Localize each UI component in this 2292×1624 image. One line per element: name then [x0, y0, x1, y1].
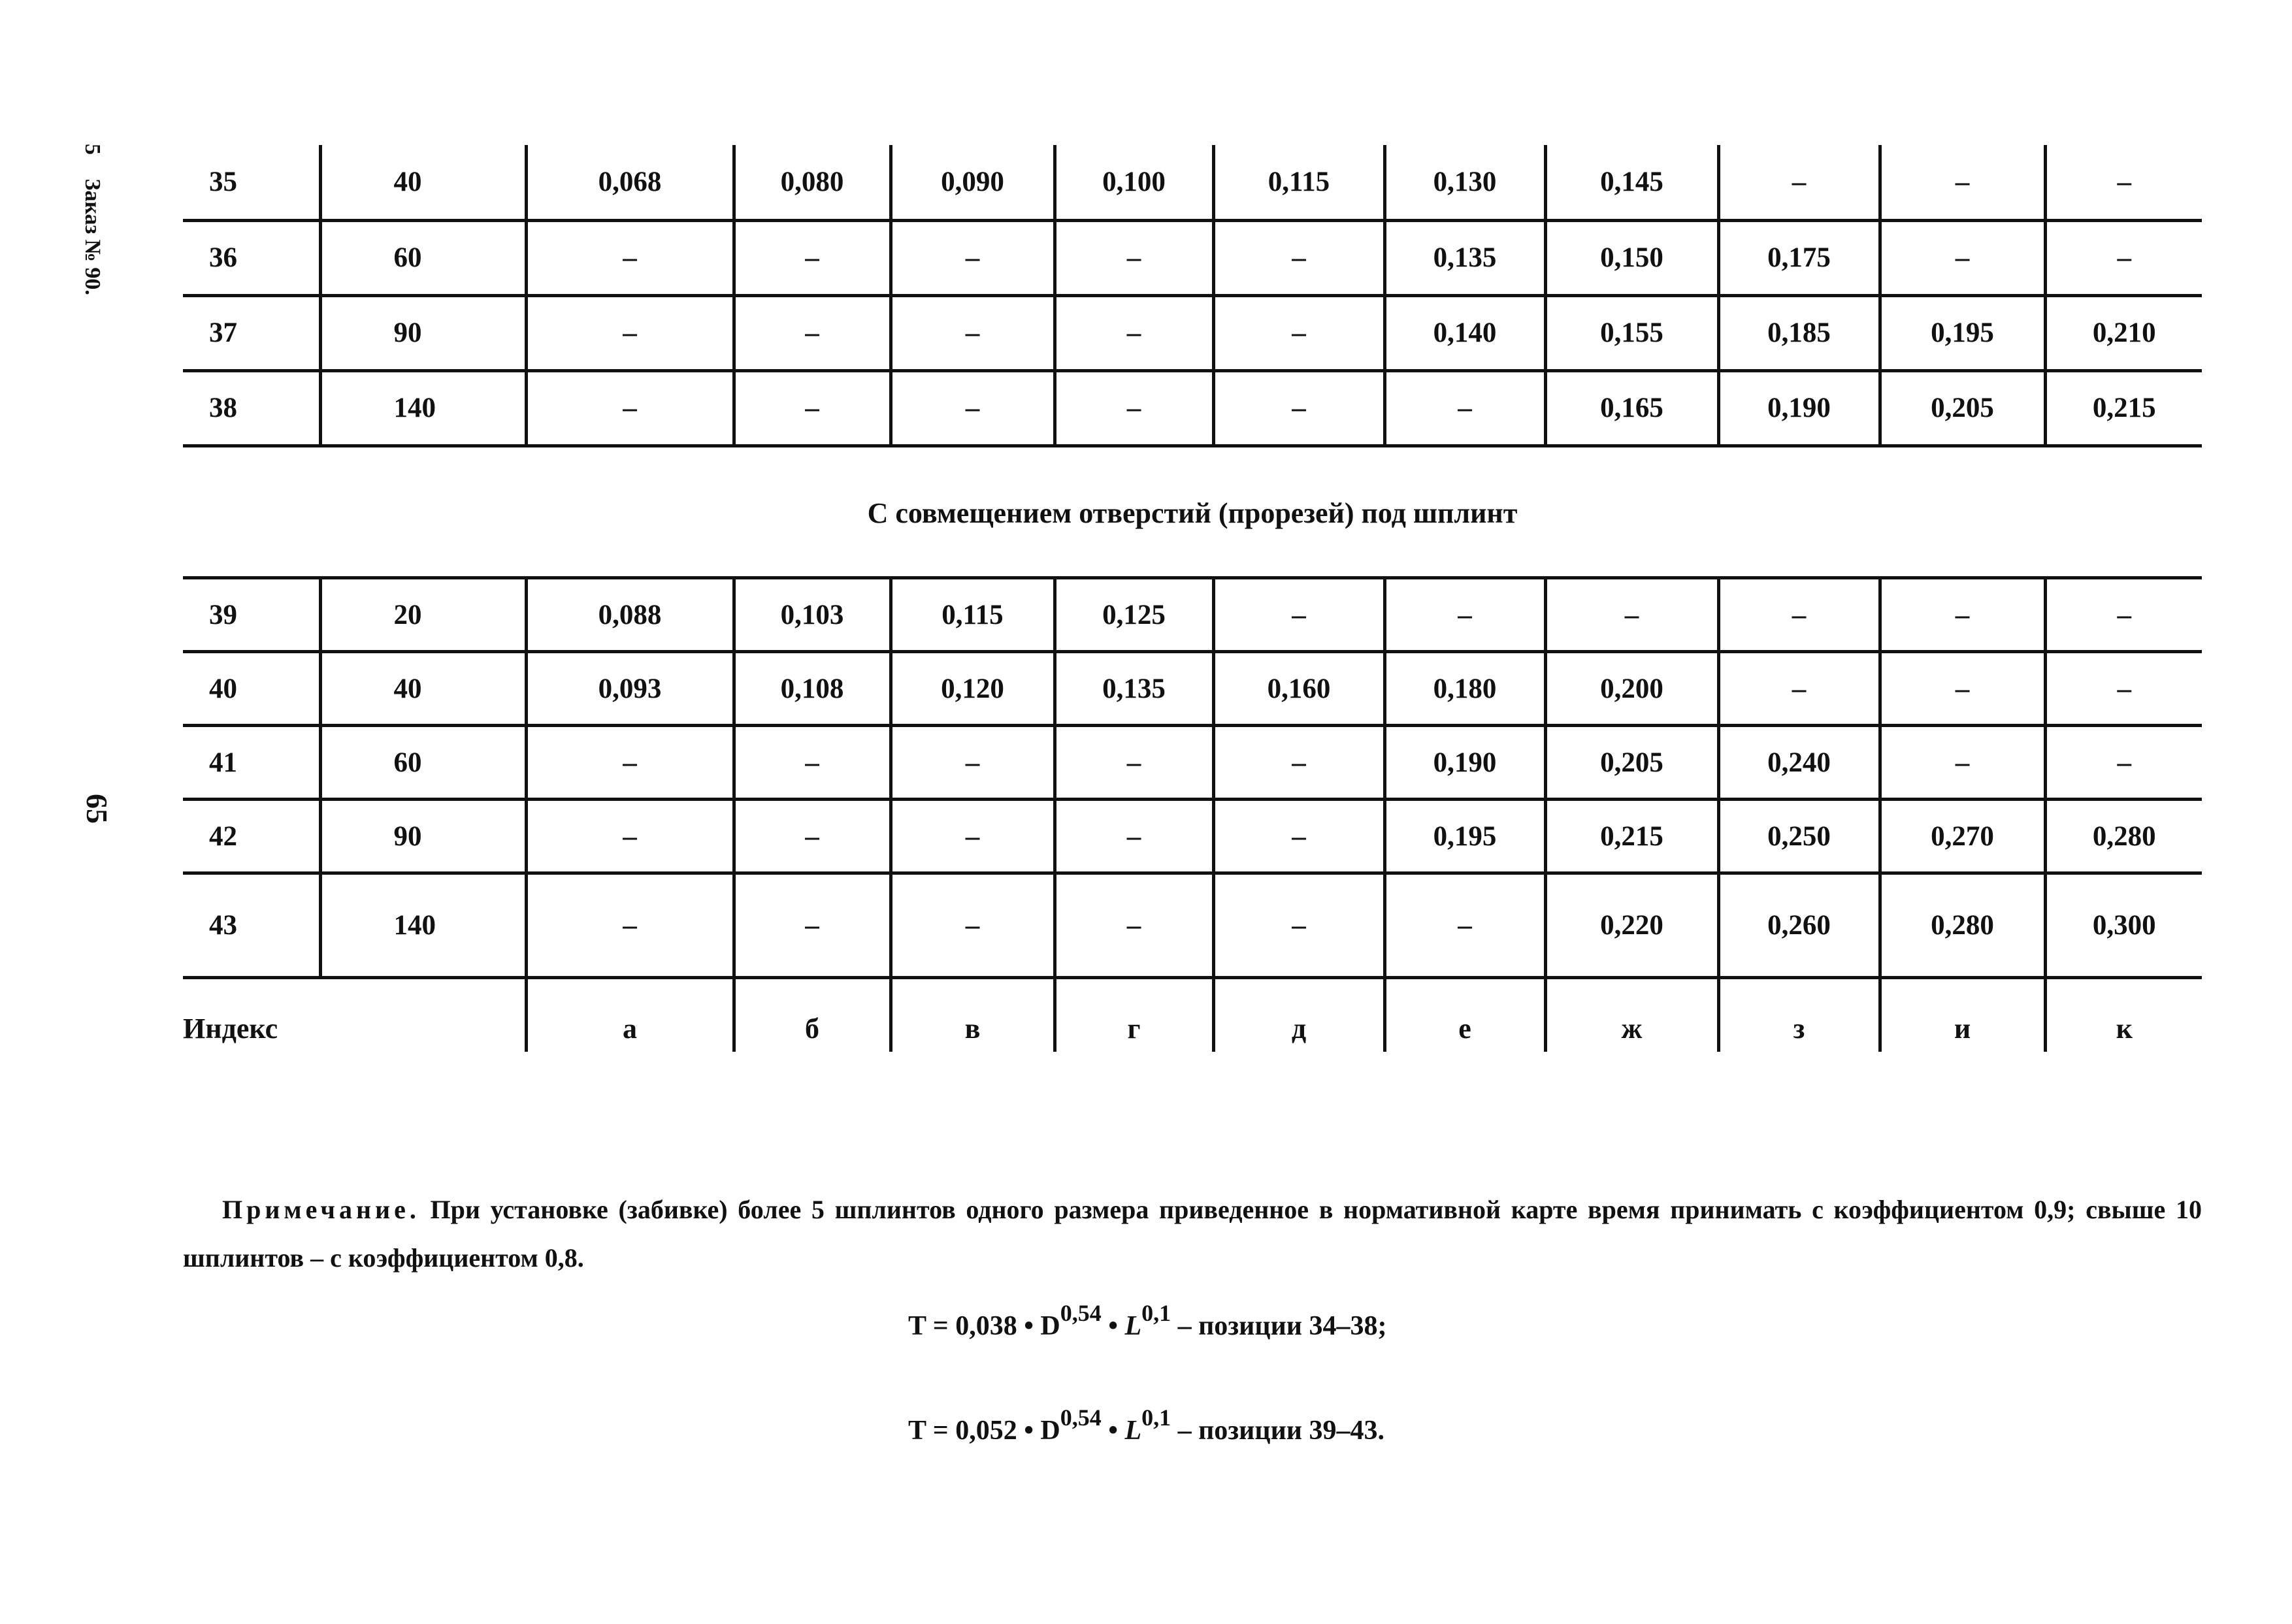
- value-cell: 0,215: [2045, 370, 2202, 446]
- value-cell: –: [2045, 145, 2202, 220]
- length-cell: 40: [320, 145, 526, 220]
- formula-dot: •: [1101, 1416, 1125, 1446]
- value-cell: 0,130: [1384, 145, 1545, 220]
- value-cell: 0,220: [1545, 873, 1718, 978]
- value-cell: 0,190: [1718, 370, 1880, 446]
- value-cell: 0,250: [1718, 800, 1880, 873]
- norm-table-bottom: [183, 576, 2202, 1052]
- table-row: [183, 145, 2202, 220]
- length-cell: 140: [320, 873, 526, 978]
- value-cell: –: [1213, 578, 1384, 652]
- formula-lhs: T = 0,052 • D: [908, 1416, 1060, 1446]
- value-cell: –: [1880, 652, 2045, 726]
- value-cell: 0,068: [526, 145, 734, 220]
- table-row: [183, 220, 2202, 295]
- value-cell: –: [734, 800, 891, 873]
- table-row: [183, 370, 2202, 446]
- value-cell: 0,200: [1545, 652, 1718, 726]
- value-cell: –: [1718, 145, 1880, 220]
- value-cell: –: [1055, 295, 1213, 370]
- value-cell: 0,145: [1545, 145, 1718, 220]
- formula-exp-d: 0,54: [1060, 1405, 1102, 1431]
- value-cell: 0,300: [2045, 873, 2202, 978]
- value-cell: 0,103: [734, 578, 891, 652]
- order-label: Заказ № 90.: [80, 178, 105, 295]
- value-cell: –: [1213, 295, 1384, 370]
- page-number: 65: [80, 794, 114, 824]
- value-cell: –: [734, 370, 891, 446]
- formula-exp-l: 0,1: [1141, 1405, 1171, 1431]
- formula-dot: •: [1101, 1311, 1125, 1341]
- note-lead: Примечание.: [222, 1195, 420, 1224]
- value-cell: 0,080: [734, 145, 891, 220]
- value-cell: –: [891, 726, 1055, 800]
- position-cell: 39: [183, 578, 320, 652]
- value-cell: 0,088: [526, 578, 734, 652]
- value-cell: –: [1718, 652, 1880, 726]
- value-cell: –: [1880, 726, 2045, 800]
- value-cell: –: [1718, 578, 1880, 652]
- index-letter: ж: [1545, 978, 1718, 1052]
- note-text: При установке (забивке) более 5 шплинтов одного размера приведенное в нормативной карте время принимать с коэффициентом 0,9; свыше 10 шплинтов – с коэффициентом 0,8.: [183, 1195, 2202, 1273]
- value-cell: –: [1384, 370, 1545, 446]
- value-cell: 0,120: [891, 652, 1055, 726]
- value-cell: 0,205: [1880, 370, 2045, 446]
- value-cell: –: [526, 370, 734, 446]
- value-cell: –: [734, 873, 891, 978]
- value-cell: –: [1055, 800, 1213, 873]
- value-cell: 0,180: [1384, 652, 1545, 726]
- value-cell: –: [891, 295, 1055, 370]
- formula-tail: – позиции 39–43.: [1171, 1416, 1384, 1446]
- position-cell: 35: [183, 145, 320, 220]
- value-cell: –: [1213, 800, 1384, 873]
- formula-lhs: T = 0,038 • D: [908, 1311, 1060, 1341]
- value-cell: –: [1880, 220, 2045, 295]
- formula-var: L: [1124, 1416, 1142, 1446]
- value-cell: –: [526, 726, 734, 800]
- value-cell: –: [2045, 726, 2202, 800]
- value-cell: 0,175: [1718, 220, 1880, 295]
- value-cell: 0,135: [1055, 652, 1213, 726]
- section-heading: С совмещением отверстий (прорезей) под шплинт: [867, 497, 1518, 529]
- table-row: [183, 800, 2202, 873]
- length-cell: 90: [320, 800, 526, 873]
- value-cell: 0,165: [1545, 370, 1718, 446]
- position-cell: 41: [183, 726, 320, 800]
- index-row: [183, 978, 2202, 1052]
- length-cell: 60: [320, 726, 526, 800]
- value-cell: 0,280: [2045, 800, 2202, 873]
- value-cell: –: [1545, 578, 1718, 652]
- length-cell: 60: [320, 220, 526, 295]
- value-cell: –: [1055, 370, 1213, 446]
- value-cell: 0,195: [1384, 800, 1545, 873]
- norm-table-bottom-body: [183, 578, 2202, 1052]
- value-cell: 0,205: [1545, 726, 1718, 800]
- index-letter: к: [2045, 978, 2202, 1052]
- index-letter: з: [1718, 978, 1880, 1052]
- value-cell: –: [526, 295, 734, 370]
- value-cell: –: [1213, 726, 1384, 800]
- value-cell: –: [1384, 873, 1545, 978]
- formula-exp-l: 0,1: [1141, 1300, 1171, 1326]
- value-cell: –: [734, 220, 891, 295]
- value-cell: –: [2045, 220, 2202, 295]
- value-cell: –: [1213, 220, 1384, 295]
- position-cell: 42: [183, 800, 320, 873]
- value-cell: 0,260: [1718, 873, 1880, 978]
- position-cell: 36: [183, 220, 320, 295]
- table-row: [183, 578, 2202, 652]
- value-cell: 0,115: [1213, 145, 1384, 220]
- value-cell: 0,135: [1384, 220, 1545, 295]
- value-cell: –: [891, 370, 1055, 446]
- value-cell: –: [2045, 652, 2202, 726]
- margin-digit: 5: [80, 144, 105, 155]
- index-letter: а: [526, 978, 734, 1052]
- value-cell: –: [891, 220, 1055, 295]
- value-cell: 0,155: [1545, 295, 1718, 370]
- value-cell: –: [1055, 873, 1213, 978]
- table-row: [183, 873, 2202, 978]
- value-cell: 0,150: [1545, 220, 1718, 295]
- side-margin-print: [80, 144, 105, 314]
- value-cell: –: [1213, 370, 1384, 446]
- value-cell: 0,195: [1880, 295, 2045, 370]
- norm-table-top: [183, 145, 2202, 447]
- value-cell: –: [1055, 220, 1213, 295]
- index-letter: и: [1880, 978, 2045, 1052]
- position-cell: 40: [183, 652, 320, 726]
- value-cell: –: [1880, 578, 2045, 652]
- value-cell: –: [1213, 873, 1384, 978]
- position-cell: 37: [183, 295, 320, 370]
- value-cell: 0,090: [891, 145, 1055, 220]
- value-cell: 0,240: [1718, 726, 1880, 800]
- value-cell: –: [526, 873, 734, 978]
- value-cell: –: [1384, 578, 1545, 652]
- value-cell: 0,215: [1545, 800, 1718, 873]
- value-cell: 0,100: [1055, 145, 1213, 220]
- position-cell: 38: [183, 370, 320, 446]
- value-cell: –: [891, 873, 1055, 978]
- index-letter: д: [1213, 978, 1384, 1052]
- table-row: [183, 726, 2202, 800]
- norm-table-top-body: [183, 145, 2202, 446]
- formula-1: [908, 1300, 1387, 1342]
- table-row: [183, 295, 2202, 370]
- formula-2: [908, 1405, 1384, 1446]
- table-row: [183, 652, 2202, 726]
- value-cell: –: [734, 726, 891, 800]
- length-cell: 20: [320, 578, 526, 652]
- length-cell: 40: [320, 652, 526, 726]
- value-cell: 0,280: [1880, 873, 2045, 978]
- value-cell: 0,115: [891, 578, 1055, 652]
- value-cell: 0,190: [1384, 726, 1545, 800]
- formula-exp-d: 0,54: [1060, 1300, 1102, 1326]
- value-cell: –: [526, 220, 734, 295]
- value-cell: 0,185: [1718, 295, 1880, 370]
- value-cell: 0,093: [526, 652, 734, 726]
- index-letter: б: [734, 978, 891, 1052]
- value-cell: –: [526, 800, 734, 873]
- value-cell: –: [2045, 578, 2202, 652]
- value-cell: 0,160: [1213, 652, 1384, 726]
- note-paragraph: [183, 1186, 2202, 1282]
- value-cell: 0,210: [2045, 295, 2202, 370]
- position-cell: 43: [183, 873, 320, 978]
- index-letter: е: [1384, 978, 1545, 1052]
- value-cell: –: [1880, 145, 2045, 220]
- value-cell: 0,140: [1384, 295, 1545, 370]
- length-cell: 90: [320, 295, 526, 370]
- length-cell: 140: [320, 370, 526, 446]
- value-cell: –: [891, 800, 1055, 873]
- value-cell: 0,108: [734, 652, 891, 726]
- formula-var: L: [1124, 1311, 1142, 1341]
- index-letter: г: [1055, 978, 1213, 1052]
- value-cell: 0,270: [1880, 800, 2045, 873]
- value-cell: –: [734, 295, 891, 370]
- value-cell: 0,125: [1055, 578, 1213, 652]
- value-cell: –: [1055, 726, 1213, 800]
- index-letter: в: [891, 978, 1055, 1052]
- formula-tail: – позиции 34–38;: [1171, 1311, 1387, 1341]
- index-label: Индекс: [183, 1012, 278, 1045]
